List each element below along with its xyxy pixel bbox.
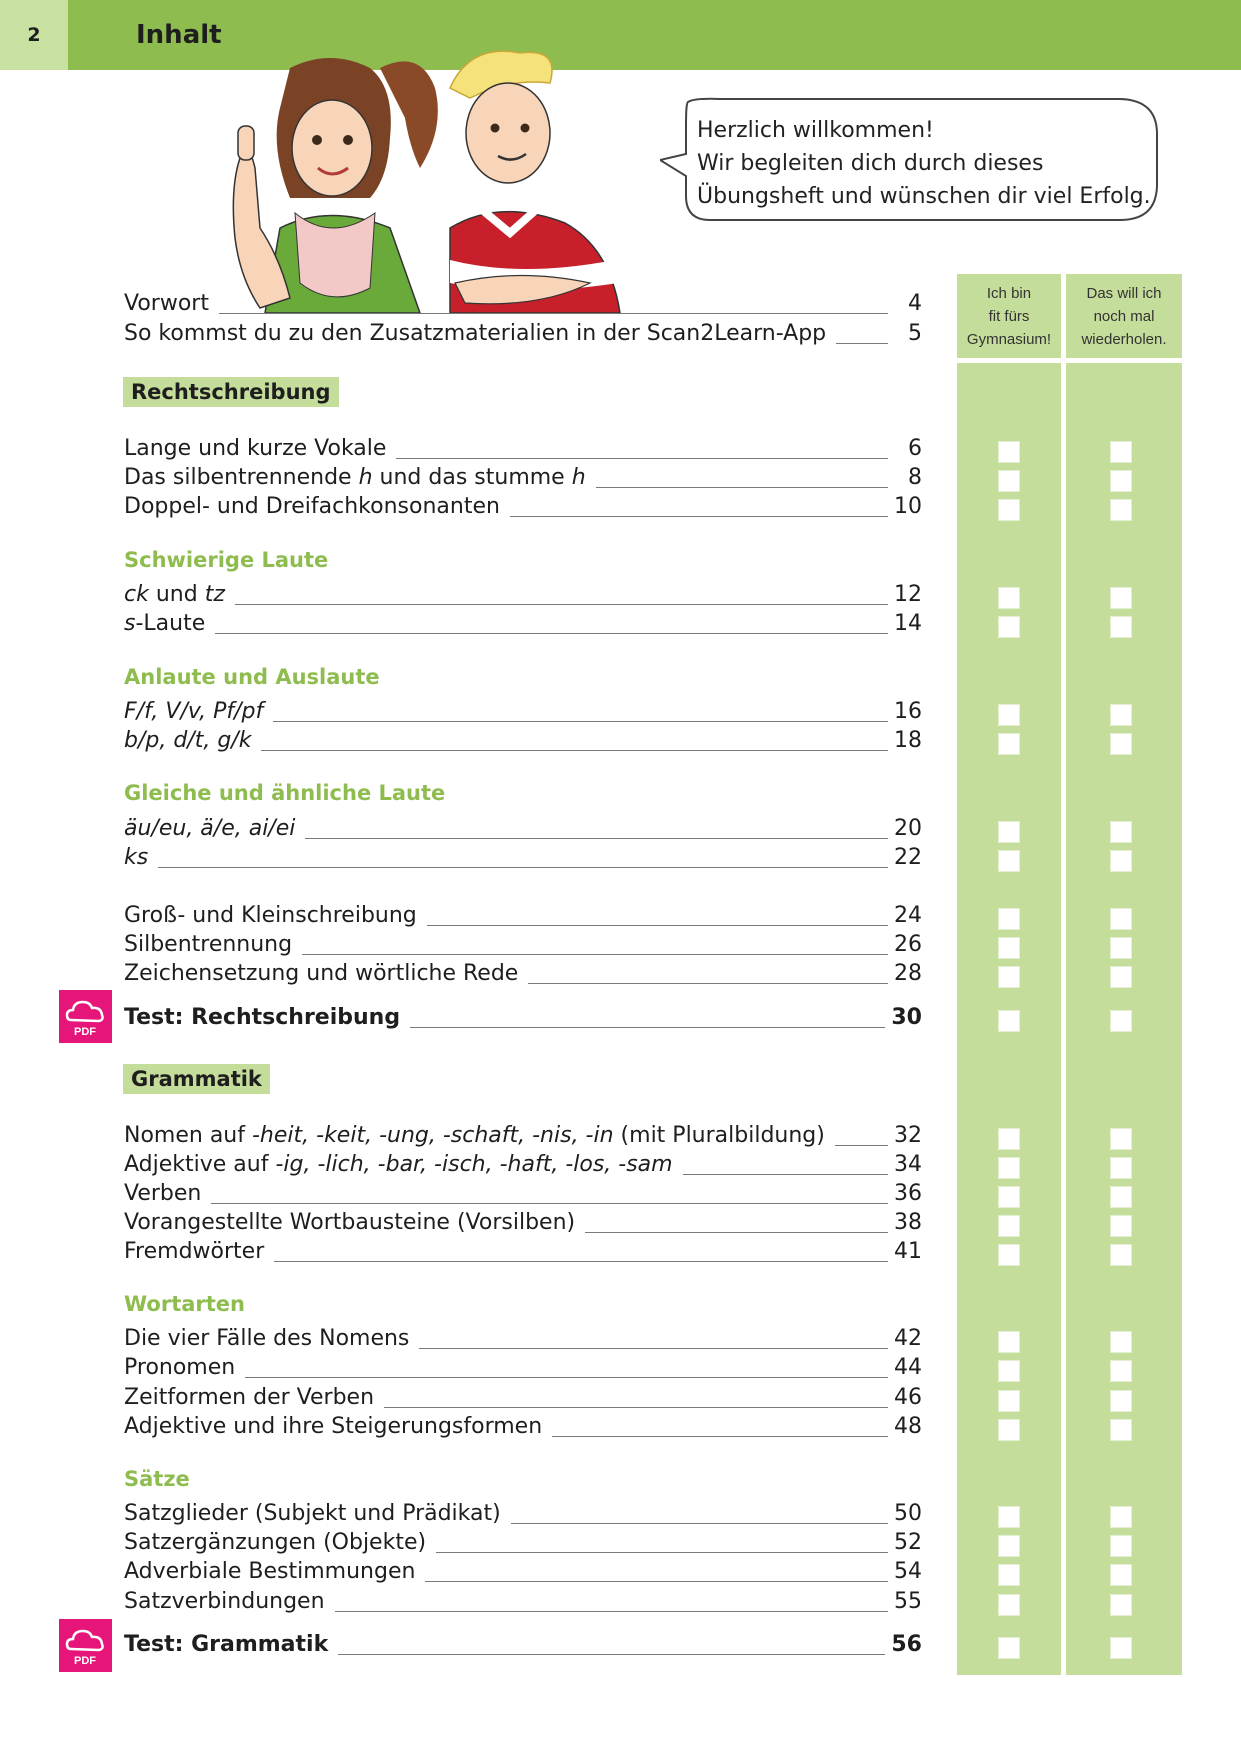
checkbox-fit[interactable]: [998, 1244, 1020, 1266]
checkbox-fit[interactable]: [998, 1128, 1020, 1150]
toc-page: 46: [888, 1384, 922, 1412]
toc-label: Silbentrennung: [124, 931, 302, 959]
page-title: Inhalt: [136, 20, 222, 50]
toc-row: [124, 815, 922, 845]
toc-page: 30: [885, 1004, 922, 1032]
toc-page: 8: [902, 464, 922, 492]
checkbox-fit[interactable]: [998, 499, 1020, 521]
column-header-line: Das will ich: [1086, 284, 1162, 302]
toc-label: äu/eu, ä/e, ai/ei: [124, 815, 305, 843]
toc-row: [124, 1500, 922, 1530]
checkbox-repeat[interactable]: [1110, 1244, 1132, 1266]
toc-page: 38: [888, 1209, 922, 1237]
checkbox-fit[interactable]: [998, 908, 1020, 930]
toc-row: [124, 1122, 922, 1152]
toc-page: 55: [888, 1588, 922, 1616]
toc-page: 41: [888, 1238, 922, 1266]
toc-row: [124, 727, 922, 757]
toc-page: 10: [888, 493, 922, 521]
toc-label: Vorangestellte Wortbausteine (Vorsilben): [124, 1209, 585, 1237]
toc-row: [124, 1354, 922, 1384]
toc-page: 42: [888, 1325, 922, 1353]
toc-label: Die vier Fälle des Nomens: [124, 1325, 419, 1353]
toc-page: 56: [885, 1631, 922, 1659]
checkbox-repeat[interactable]: [1110, 1594, 1132, 1616]
checkbox-repeat[interactable]: [1110, 1215, 1132, 1237]
toc-label: b/p, d/t, g/k: [124, 727, 261, 755]
column-header-repeat: [1066, 274, 1182, 358]
checkbox-repeat[interactable]: [1110, 587, 1132, 609]
toc-row: [124, 610, 922, 640]
checkbox-repeat[interactable]: [1110, 1390, 1132, 1412]
checkbox-repeat[interactable]: [1110, 733, 1132, 755]
toc-label: Satzergänzungen (Objekte): [124, 1529, 436, 1557]
checkbox-fit[interactable]: [998, 587, 1020, 609]
toc-page: 6: [902, 435, 922, 463]
toc-label: Satzglieder (Subjekt und Prädikat): [124, 1500, 511, 1528]
toc-label: s-Laute: [124, 610, 215, 638]
checkbox-repeat[interactable]: [1110, 470, 1132, 492]
bubble-line: Wir begleiten dich durch dieses: [697, 151, 1044, 176]
checkbox-repeat[interactable]: [1110, 1331, 1132, 1353]
leader-line: [124, 604, 888, 605]
toc-label: Zeitformen der Verben: [124, 1384, 384, 1412]
toc-page: 4: [902, 290, 922, 318]
checkbox-fit[interactable]: [998, 1215, 1020, 1237]
subsection-heading: Anlaute und Auslaute: [124, 665, 380, 689]
toc-row: [124, 1529, 922, 1559]
toc-label: ks: [124, 844, 158, 872]
toc-label: Adjektive und ihre Steigerungsformen: [124, 1413, 552, 1441]
toc-page: 26: [888, 931, 922, 959]
checkbox-fit[interactable]: [998, 937, 1020, 959]
toc-row: [124, 1384, 922, 1414]
subsection-heading: Gleiche und ähnliche Laute: [124, 781, 446, 805]
toc-page: 24: [888, 902, 922, 930]
checkbox-repeat[interactable]: [1110, 1506, 1132, 1528]
toc-label: Lange und kurze Vokale: [124, 435, 396, 463]
checkbox-repeat[interactable]: [1110, 821, 1132, 843]
checkbox-fit[interactable]: [998, 1535, 1020, 1557]
checkbox-repeat[interactable]: [1110, 499, 1132, 521]
toc-page: 36: [888, 1180, 922, 1208]
toc-row: [124, 1238, 922, 1268]
checkbox-repeat[interactable]: [1110, 1128, 1132, 1150]
toc-label: So kommst du zu den Zusatzmaterialien in der Scan2Learn-App: [124, 320, 836, 348]
checkbox-repeat[interactable]: [1110, 1360, 1132, 1382]
toc-label: Das silbentrennende h und das stumme h: [124, 464, 596, 492]
checkbox-repeat[interactable]: [1110, 1419, 1132, 1441]
toc-page: 52: [888, 1529, 922, 1557]
checkbox-fit[interactable]: [998, 1506, 1020, 1528]
toc-row: [124, 1209, 922, 1239]
toc-page: 28: [888, 960, 922, 988]
toc-row: [124, 581, 922, 611]
checkbox-repeat[interactable]: [1110, 908, 1132, 930]
toc-row: [124, 931, 922, 961]
checkbox-fit[interactable]: [998, 704, 1020, 726]
page-number: 2: [27, 24, 41, 46]
toc-row: [124, 493, 922, 523]
bubble-line: Herzlich willkommen!: [697, 118, 934, 143]
toc-row: [124, 1413, 922, 1443]
toc-label: Adverbiale Bestimmungen: [124, 1558, 425, 1586]
toc-label: Test: Rechtschreibung: [124, 1004, 410, 1032]
checkbox-fit[interactable]: [998, 616, 1020, 638]
pdf-label: PDF: [74, 1026, 96, 1038]
column-header-line: wiederholen.: [1081, 330, 1167, 348]
column-header-line: Ich bin: [986, 284, 1032, 302]
toc-page: 12: [888, 581, 922, 609]
toc-row: [124, 1180, 922, 1210]
leader-line: [124, 867, 888, 868]
leader-line: [124, 1203, 888, 1204]
checkbox-fit[interactable]: [998, 850, 1020, 872]
checkbox-repeat[interactable]: [1110, 616, 1132, 638]
toc-row: [124, 1004, 922, 1034]
subsection-heading: Schwierige Laute: [124, 548, 329, 572]
toc-label: Zeichensetzung und wörtliche Rede: [124, 960, 528, 988]
pdf-label: PDF: [74, 1655, 96, 1667]
column-header-fit: [957, 274, 1061, 358]
toc-page: 5: [902, 320, 922, 348]
toc-row: [124, 1151, 922, 1181]
checkbox-repeat[interactable]: [1110, 441, 1132, 463]
checkbox-repeat[interactable]: [1110, 937, 1132, 959]
toc-row: [124, 1631, 922, 1661]
pdf-download-icon[interactable]: [59, 990, 112, 1043]
toc-page: 18: [888, 727, 922, 755]
checkbox-fit[interactable]: [998, 1360, 1020, 1382]
toc-row: [124, 960, 922, 990]
checkbox-fit[interactable]: [998, 1637, 1020, 1659]
checkbox-fit[interactable]: [998, 821, 1020, 843]
page-number-box: [0, 0, 68, 70]
checkbox-fit[interactable]: [998, 441, 1020, 463]
toc-page: 50: [888, 1500, 922, 1528]
checkbox-fit[interactable]: [998, 1594, 1020, 1616]
section-heading: Rechtschreibung: [123, 377, 339, 407]
speech-bubble-text: [697, 114, 1151, 213]
subsection-heading: Sätze: [124, 1467, 190, 1491]
checkbox-fit[interactable]: [998, 1390, 1020, 1412]
checkbox-fit[interactable]: [998, 1419, 1020, 1441]
toc-row: [124, 844, 922, 874]
toc-row: [124, 1558, 922, 1588]
toc-page: 20: [888, 815, 922, 843]
checkbox-fit[interactable]: [998, 470, 1020, 492]
pdf-download-icon[interactable]: [59, 1619, 112, 1672]
toc-label: Test: Grammatik: [124, 1631, 338, 1659]
checkbox-repeat[interactable]: [1110, 1564, 1132, 1586]
toc-label: Nomen auf -heit, -keit, -ung, -schaft, -nis, -in (mit Pluralbildung): [124, 1122, 835, 1150]
checkbox-repeat[interactable]: [1110, 1157, 1132, 1179]
column-header-line: fit fürs: [988, 307, 1030, 325]
column-header-line: Gymnasium!: [966, 330, 1052, 348]
toc-page: 22: [888, 844, 922, 872]
checkbox-fit[interactable]: [998, 1010, 1020, 1032]
cloud-pdf-icon: [59, 990, 112, 1043]
checkbox-repeat[interactable]: [1110, 850, 1132, 872]
toc-page: 34: [888, 1151, 922, 1179]
checkbox-fit[interactable]: [998, 1157, 1020, 1179]
toc-label: Fremdwörter: [124, 1238, 274, 1266]
checkbox-repeat[interactable]: [1110, 1637, 1132, 1659]
toc-page: 48: [888, 1413, 922, 1441]
checkbox-fit[interactable]: [998, 1331, 1020, 1353]
toc-row: [124, 1588, 922, 1618]
cloud-pdf-icon: [59, 1619, 112, 1672]
toc-label: Adjektive auf -ig, -lich, -bar, -isch, -haft, -los, -sam: [124, 1151, 683, 1179]
checkbox-repeat[interactable]: [1110, 704, 1132, 726]
subsection-heading: Wortarten: [124, 1292, 245, 1316]
toc-page: 54: [888, 1558, 922, 1586]
toc-label: Doppel- und Dreifachkonsonanten: [124, 493, 510, 521]
toc-page: 32: [888, 1122, 922, 1150]
toc-row: [124, 1325, 922, 1355]
toc-row: [124, 435, 922, 465]
kids-illustration: [220, 28, 640, 313]
section-heading: Grammatik: [123, 1064, 270, 1094]
leader-line: [124, 313, 888, 314]
toc-label: ck und tz: [124, 581, 235, 609]
checkbox-fit[interactable]: [998, 1564, 1020, 1586]
toc-label: Vorwort: [124, 290, 219, 318]
toc-page: 44: [888, 1354, 922, 1382]
toc-row: [124, 464, 922, 494]
checkbox-repeat[interactable]: [1110, 1010, 1132, 1032]
checkbox-repeat[interactable]: [1110, 966, 1132, 988]
checkbox-repeat[interactable]: [1110, 1186, 1132, 1208]
toc-page: 16: [888, 698, 922, 726]
leader-line: [124, 633, 888, 634]
toc-label: F/f, V/v, Pf/pf: [124, 698, 273, 726]
toc-row: [124, 698, 922, 728]
toc-page: 14: [888, 610, 922, 638]
toc-row: [124, 290, 922, 320]
checkbox-repeat[interactable]: [1110, 1535, 1132, 1557]
column-header-line: noch mal: [1093, 307, 1155, 325]
toc-label: Pronomen: [124, 1354, 245, 1382]
toc-row: [124, 902, 922, 932]
toc-label: Groß- und Kleinschreibung: [124, 902, 427, 930]
checkbox-fit[interactable]: [998, 1186, 1020, 1208]
toc-label: Satzverbindungen: [124, 1588, 335, 1616]
toc-row: [124, 320, 922, 350]
checkbox-fit[interactable]: [998, 733, 1020, 755]
toc-label: Verben: [124, 1180, 211, 1208]
checkbox-fit[interactable]: [998, 966, 1020, 988]
bubble-line: Übungsheft und wünschen dir viel Erfolg.: [697, 184, 1151, 209]
